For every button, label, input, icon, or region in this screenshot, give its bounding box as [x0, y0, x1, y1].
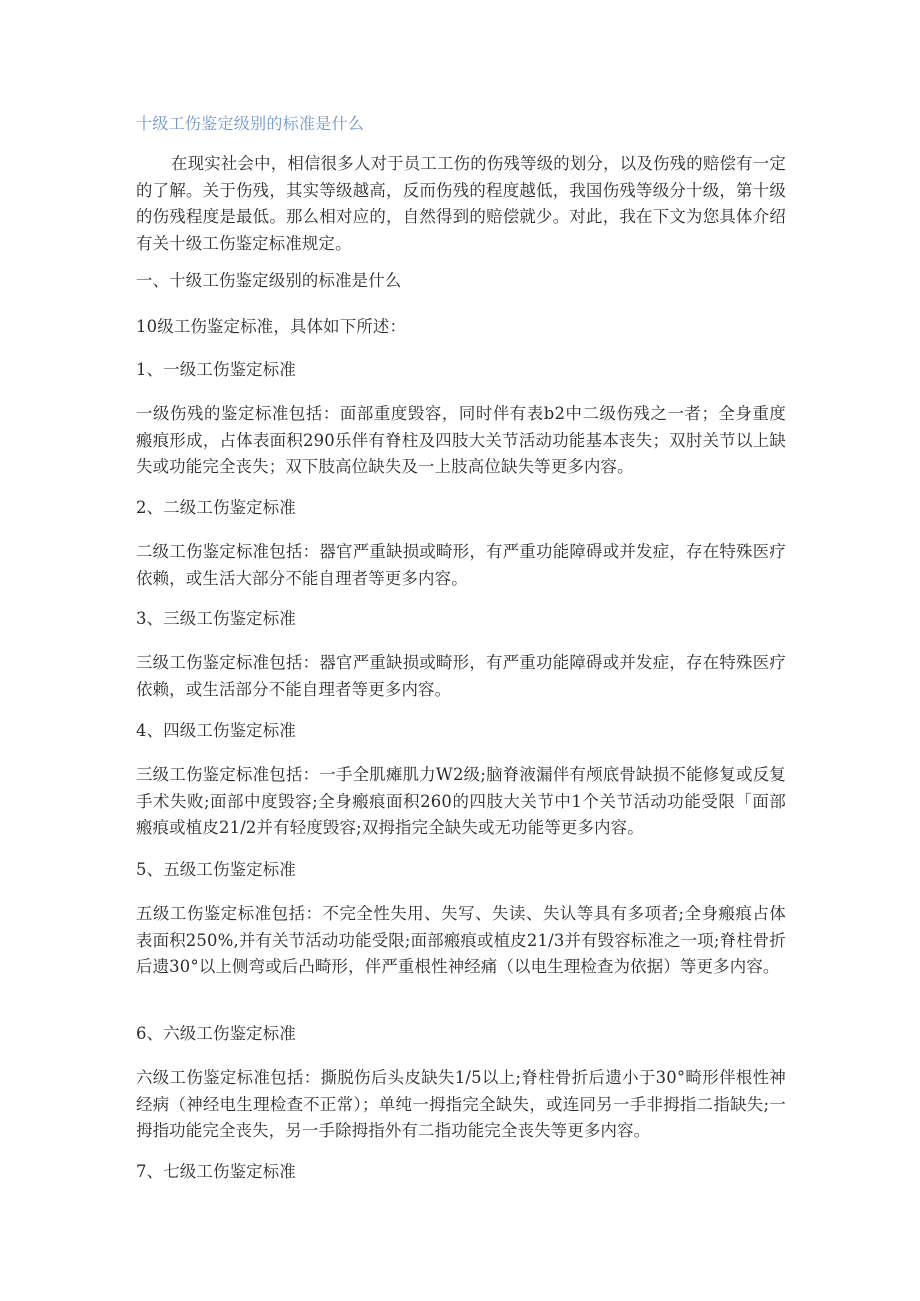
section-heading: 一、十级工伤鉴定级别的标准是什么	[136, 271, 402, 290]
item-heading-5: 5、五级工伤鉴定标准	[136, 860, 296, 879]
document-title: 十级工伤鉴定级别的标准是什么	[136, 114, 365, 133]
item-body-5: 五级工伤鉴定标准包括：不完全性失用、失写、失读、失认等具有多项者;全身瘢痕占体表面积250%,并有关节活动功能受限;面部瘢痕或植皮21/3并有毁容标准之一项;脊柱骨折后遗30°以上侧弯或后凸畸形，伴严重根性神经痛（以电生理检查为依据）等更多内容。	[136, 904, 786, 976]
item-body-3: 三级工伤鉴定标准包括：器官严重缺损或畸形，有严重功能障碍或并发症，存在特殊医疗依赖，或生活部分不能自理者等更多内容。	[136, 653, 786, 699]
item-heading-4: 4、四级工伤鉴定标准	[136, 721, 296, 740]
item-body-6: 六级工伤鉴定标准包括：撕脱伤后头皮缺失1/5以上;脊柱骨折后遗小于30°畸形伴根性神经病（神经电生理检查不正常）；单纯一拇指完全缺失，或连同另一手非拇指二指缺失;一拇指功能完全丧失，另一手除拇指外有二指功能完全丧失等更多内容。	[136, 1068, 786, 1140]
section-intro: 10级工伤鉴定标准，具体如下所述：	[136, 317, 407, 336]
intro-paragraph: 在现实社会中，相信很多人对于员工工伤的伤残等级的划分，以及伤残的赔偿有一定的了解。关于伤残，其实等级越高，反而伤残的程度越低，我国伤残等级分十级，第十级的伤残程度是最低。那么相对应的，自然得到的赔偿就少。对此，我在下文为您具体介绍有关十级工伤鉴定标准规定。	[136, 154, 786, 253]
item-body-4: 三级工伤鉴定标准包括：一手全肌瘫肌力W2级;脑脊液漏伴有颅底骨缺损不能修复或反复手术失败;面部中度毁容;全身瘢痕面积260的四肢大关节中1个关节活动功能受限「面部瘢痕或植皮21/2并有轻度毁容;双拇指完全缺失或无功能等更多内容。	[136, 765, 786, 837]
item-body-2: 二级工伤鉴定标准包括：器官严重缺损或畸形，有严重功能障碍或并发症，存在特殊医疗依赖，或生活大部分不能自理者等更多内容。	[136, 542, 786, 588]
item-heading-6: 6、六级工伤鉴定标准	[136, 1024, 296, 1043]
item-heading-3: 3、三级工伤鉴定标准	[136, 609, 296, 628]
item-heading-7: 7、七级工伤鉴定标准	[136, 1162, 296, 1181]
item-heading-2: 2、二级工伤鉴定标准	[136, 498, 296, 517]
item-heading-1: 1、一级工伤鉴定标准	[136, 360, 296, 379]
item-body-1: 一级伤残的鉴定标准包括：面部重度毁容，同时伴有表b2中二级伤残之一者；全身重度瘢痕形成，占体表面积290乐伴有脊柱及四肢大关节活动功能基本丧失；双肘关节以上缺失或功能完全丧失；双下肢高位缺失及一上肢高位缺失等更多内容。	[136, 404, 786, 476]
